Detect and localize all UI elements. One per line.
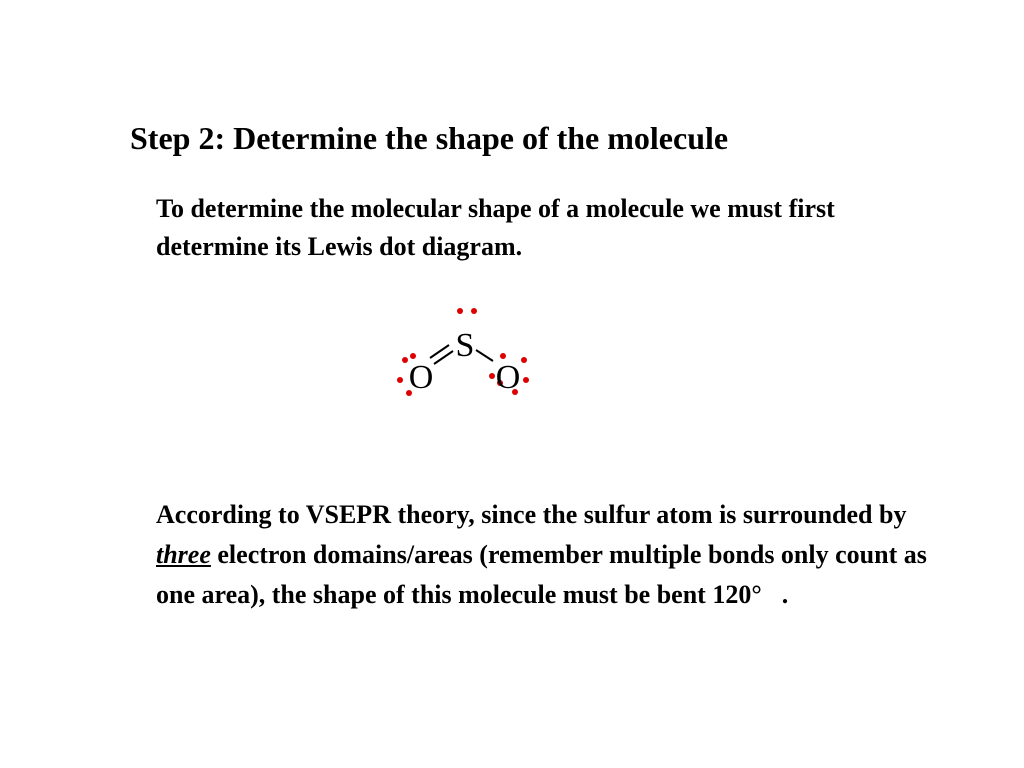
sulfur-atom-label: S — [455, 327, 475, 364]
oxygen-right-dot — [523, 377, 529, 383]
lewis-dot-diagram — [392, 300, 542, 402]
single-bond-line — [476, 350, 493, 361]
slide-title: Step 2: Determine the shape of the molecule — [130, 120, 729, 156]
intro-paragraph: To determine the molecular shape of a molecule we must first determine its Lewis dot diagram. — [156, 194, 835, 261]
sulfur-lone-pair-dot — [471, 308, 477, 314]
vsepr-text-part2: electron domains/areas (remember multiple bonds only count as one area), the shape of this molecule must be bent 120 — [156, 540, 927, 609]
oxygen-left-label: O — [408, 359, 434, 396]
oxygen-right-dot — [489, 373, 495, 379]
oxygen-right-dot — [521, 357, 527, 363]
oxygen-right-label: O — [495, 359, 521, 396]
vsepr-paragraph — [156, 495, 956, 615]
vsepr-text-end: . — [781, 580, 789, 609]
vsepr-text-part1: According to VSEPR theory, since the sulfur atom is surrounded by — [156, 500, 907, 529]
vsepr-emphasis: three — [156, 540, 211, 569]
degree-symbol: ° — [751, 580, 762, 609]
oxygen-left-dot — [402, 357, 408, 363]
sulfur-lone-pair-dot — [457, 308, 463, 314]
oxygen-left-dot — [397, 377, 403, 383]
